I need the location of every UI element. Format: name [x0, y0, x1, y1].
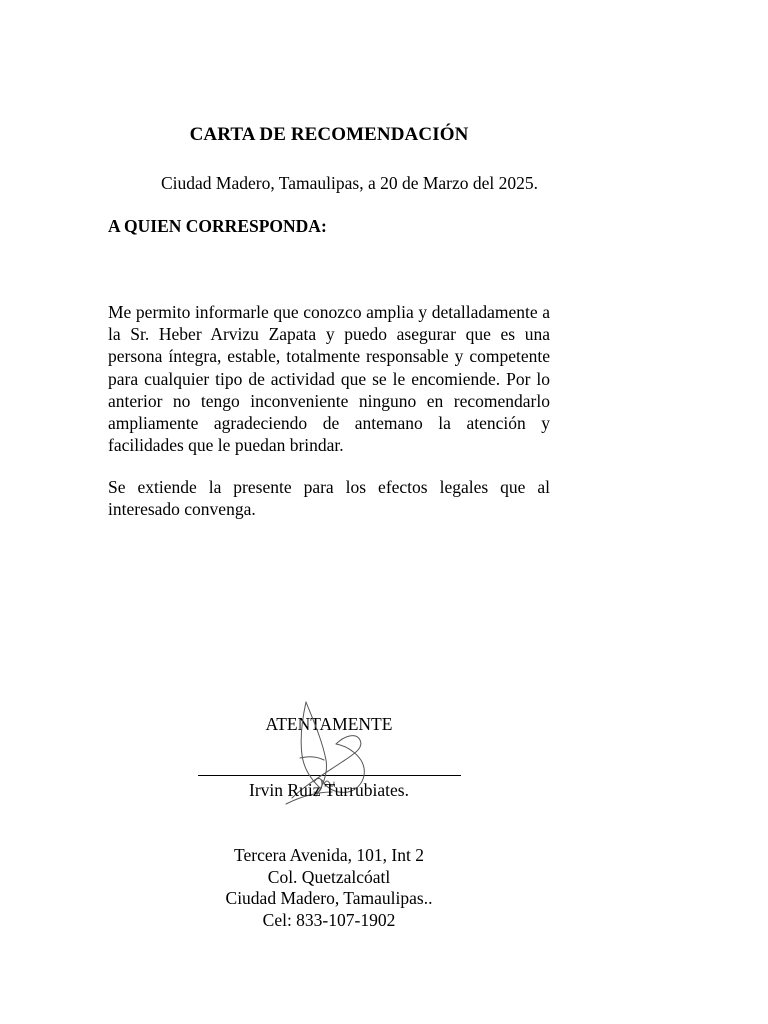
- salutation: A QUIEN CORRESPONDA:: [108, 216, 327, 236]
- address-block: [158, 845, 500, 931]
- body-paragraph-1: Me permito informarle que conozco amplia y detalladamente a la Sr. Heber Arvizu Zapata y puedo asegurar que es una persona íntegra, estable, totalmente responsable y competente para cualquier tipo de actividad que se le encomiende. Por lo anterior no tengo inconveniente ninguno en recomendarlo ampliamente agradeciendo de antemano la atención y facilidades que le puedan brindar.: [108, 302, 550, 456]
- address-phone: Cel: 833-107-1902: [262, 909, 396, 930]
- closing: ATENTAMENTE: [265, 714, 393, 734]
- signer-name: Irvin Ruiz Turrubiates.: [249, 780, 409, 800]
- address-street: Tercera Avenida, 101, Int 2: [234, 845, 424, 865]
- address-colony: Col. Quetzalcóatl: [267, 866, 391, 887]
- letter-title: CARTA DE RECOMENDACIÓN: [189, 124, 469, 145]
- place-date: Ciudad Madero, Tamaulipas, a 20 de Marzo del 2025.: [161, 173, 539, 193]
- address-city: Ciudad Madero, Tamaulipas..: [225, 888, 433, 908]
- body-paragraph-2: Se extiende la presente para los efectos legales que al interesado convenga.: [108, 477, 550, 520]
